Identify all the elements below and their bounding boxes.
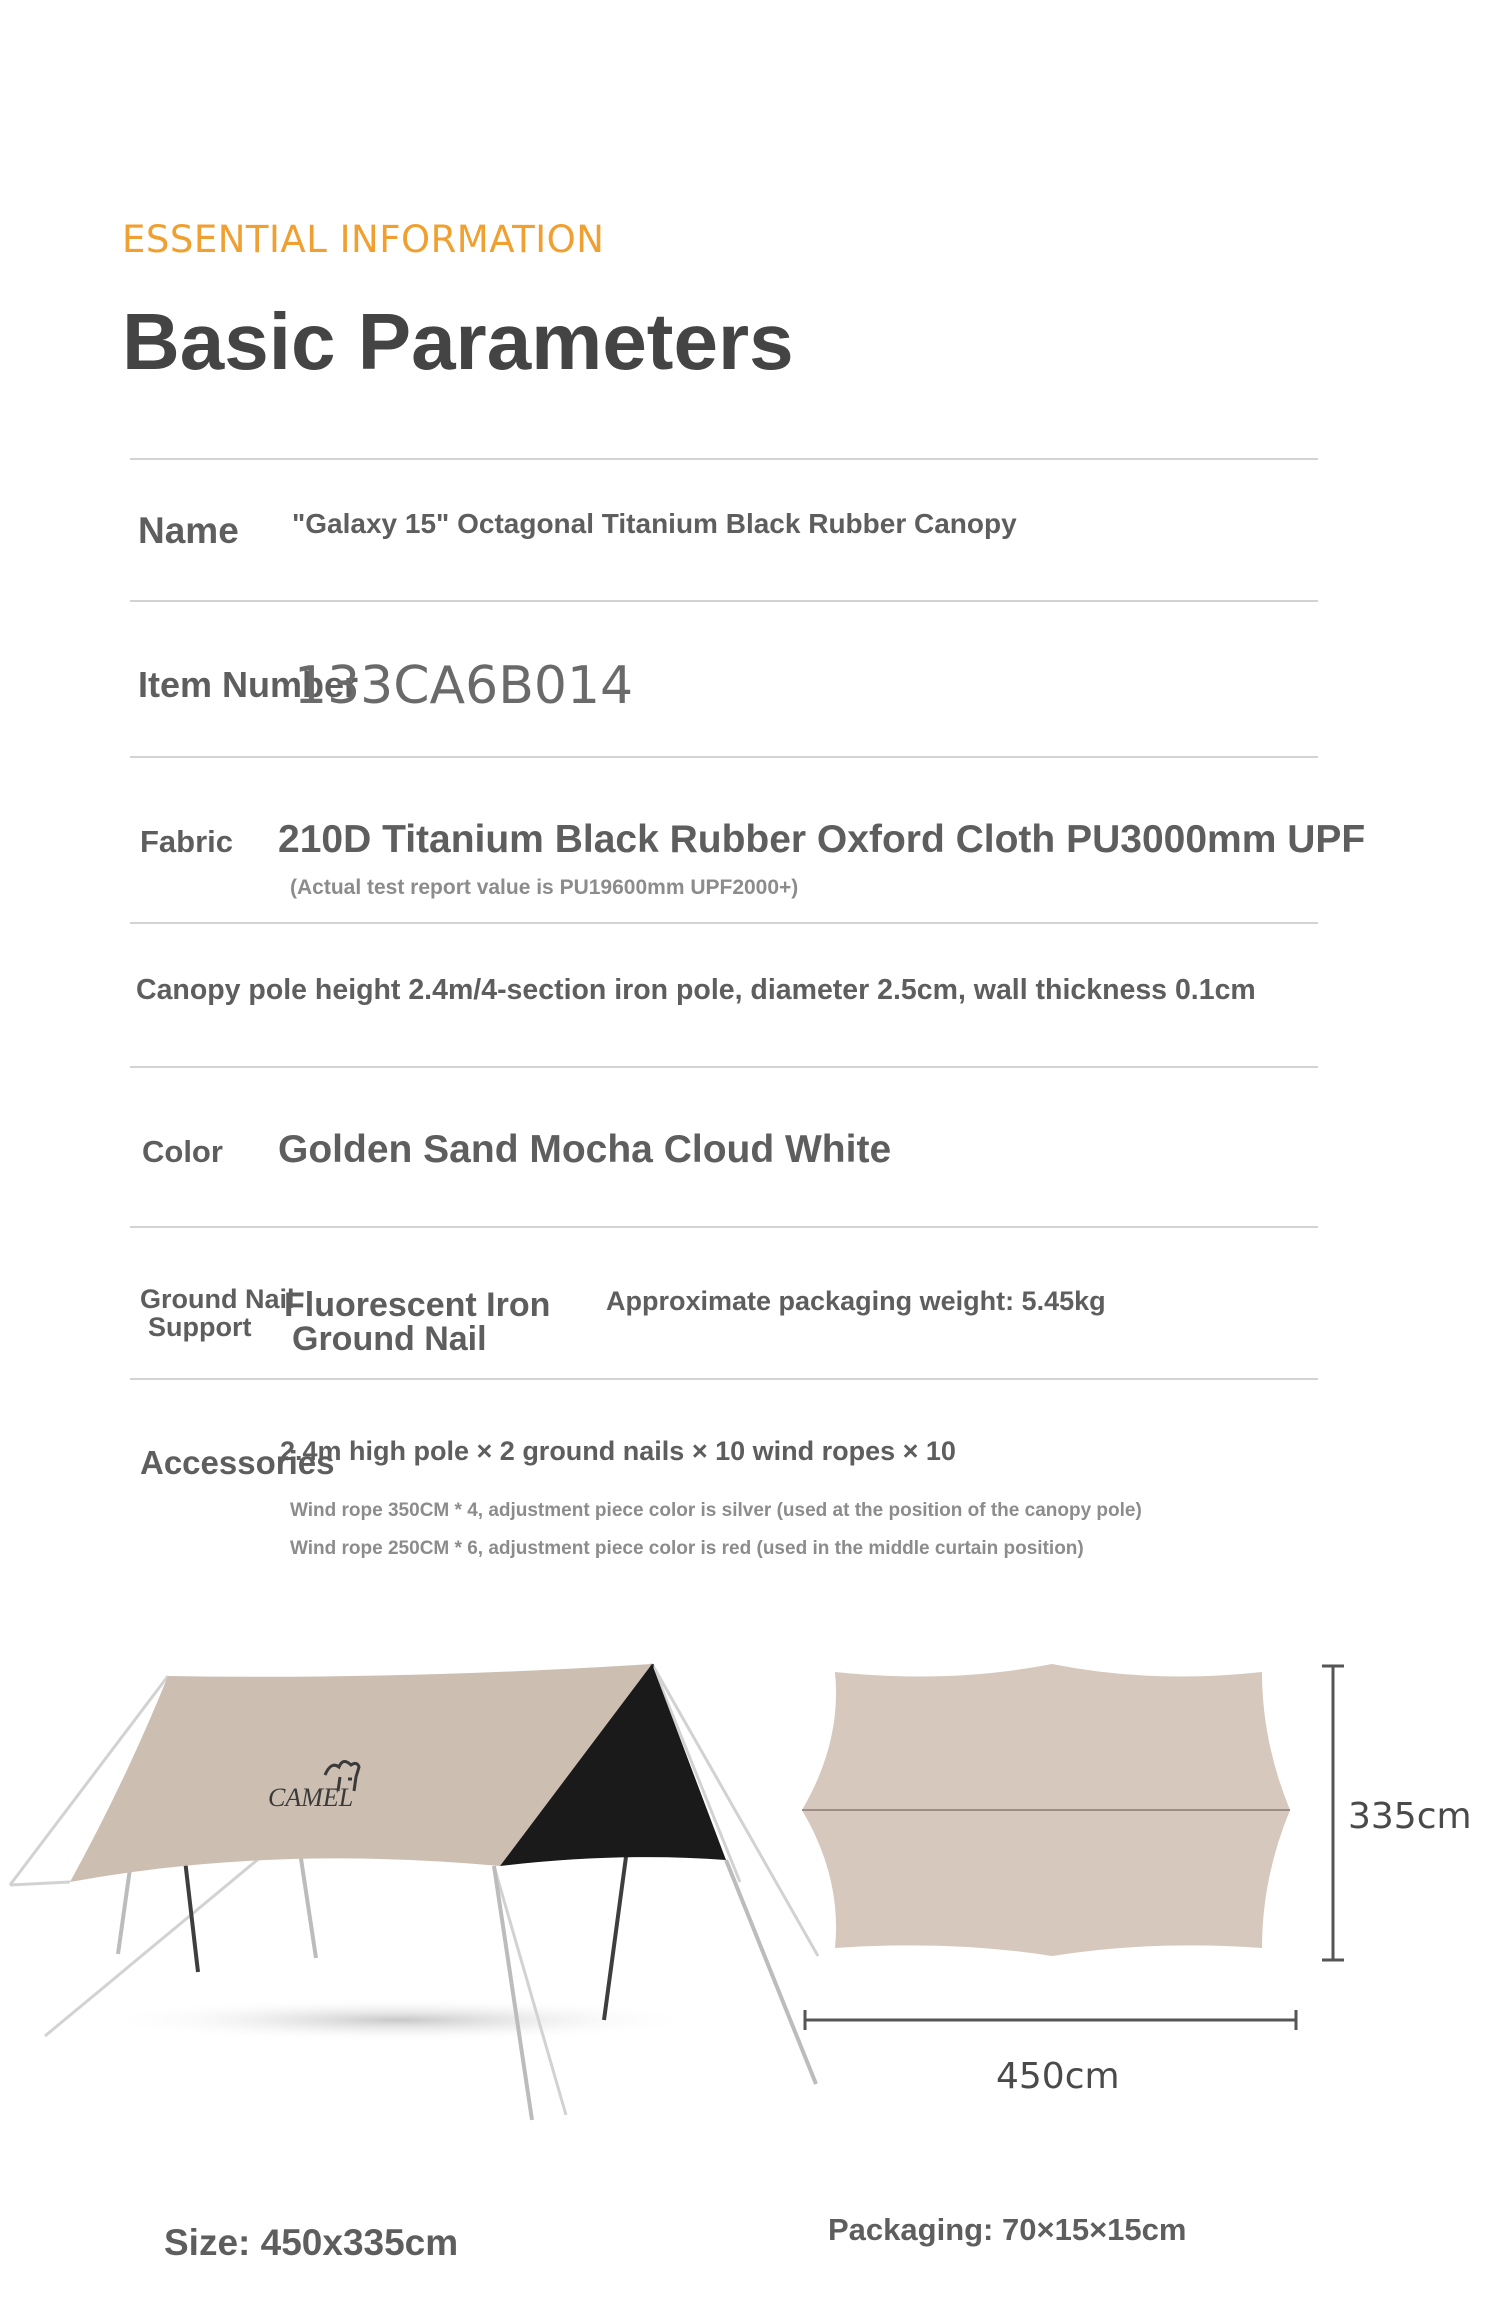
divider (130, 1378, 1318, 1380)
ground-shadow (100, 1998, 700, 2042)
packaging-size-text: Packaging: 70×15×15cm (828, 2212, 1187, 2247)
color-label: Color (142, 1134, 223, 1169)
accessories-label: Accessories (140, 1444, 335, 1481)
fabric-label: Fabric (140, 824, 234, 859)
ground-nail-value: Fluorescent Iron (284, 1286, 551, 1324)
ground-nail-label: Ground Nail (140, 1284, 295, 1314)
name-value: "Galaxy 15" Octagonal Titanium Black Rubber Canopy (292, 508, 1017, 539)
name-label: Name (138, 510, 239, 551)
height-dimension: 335cm (1348, 1796, 1472, 1837)
brand-text: CAMEL (268, 1783, 354, 1812)
accessories-value: 2.4m high pole × 2 ground nails × 10 wind ropes × 10 (280, 1436, 956, 1466)
item-number-value: 133CA6B014 (294, 656, 634, 716)
fabric-value: 210D Titanium Black Rubber Oxford Cloth PU3000mm UPF (278, 818, 1366, 861)
divider (130, 1066, 1318, 1068)
pole-spec: Canopy pole height 2.4m/4-section iron pole, diameter 2.5cm, wall thickness 0.1cm (136, 974, 1256, 1006)
accessories-note: Wind rope 250CM * 6, adjustment piece color is red (used in the middle curtain position) (290, 1538, 1084, 1559)
canopy-illustration (0, 1620, 1500, 2140)
divider (130, 458, 1318, 460)
accessories-note: Wind rope 350CM * 4, adjustment piece color is silver (used at the position of the canopy pole) (290, 1500, 1142, 1521)
width-dimension: 450cm (996, 2056, 1120, 2097)
divider (130, 922, 1318, 924)
height-dimension-line (1322, 1666, 1344, 1960)
section-eyebrow: ESSENTIAL INFORMATION (122, 218, 605, 261)
ground-nail-value-2: Ground Nail (292, 1320, 487, 1358)
size-text: Size: 450x335cm (164, 2222, 459, 2263)
page-title: Basic Parameters (122, 297, 794, 386)
item-number-label: Item Number (138, 664, 359, 705)
color-value: Golden Sand Mocha Cloud White (278, 1128, 892, 1171)
divider (130, 600, 1318, 602)
ground-nail-label-2: Support (148, 1312, 252, 1342)
divider (130, 1226, 1318, 1228)
divider (130, 756, 1318, 758)
packaging-weight: Approximate packaging weight: 5.45kg (606, 1286, 1106, 1316)
width-dimension-line (805, 2010, 1296, 2030)
fabric-note: (Actual test report value is PU19600mm UPF2000+) (290, 876, 799, 899)
support-poles (118, 1840, 816, 2120)
